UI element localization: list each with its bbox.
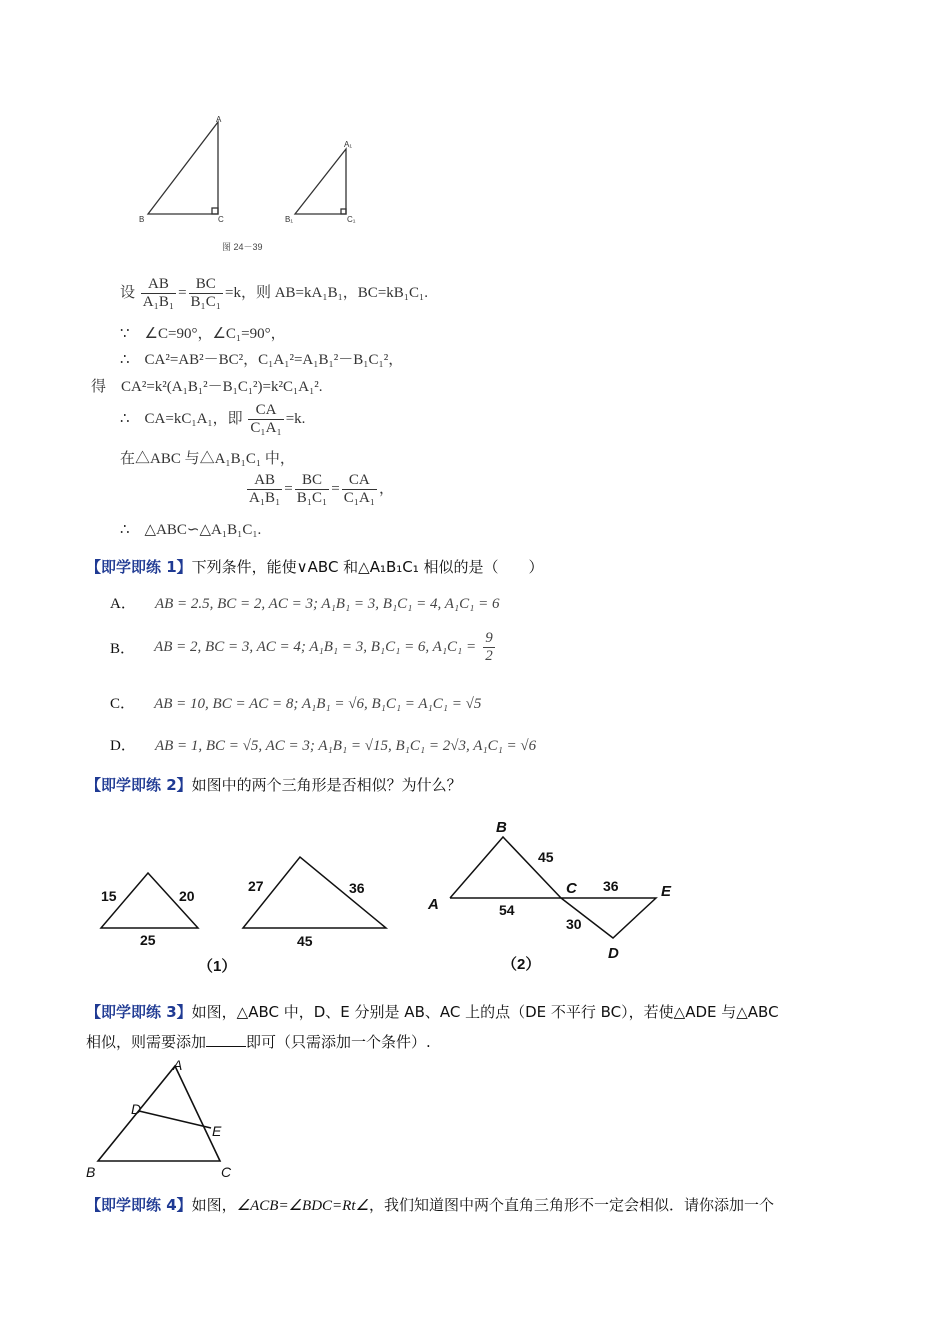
question-2-figure-1: [90, 855, 400, 975]
label-b: B: [139, 215, 145, 224]
fraction: $\frac{AB}{\text{A₁B₁}}$: [142, 276, 175, 310]
question-3-text-1: 如图，△ABC 中，D、E 分别是 AB、AC 上的点（DE 不平行 BC），若使△ADE 与△ABC: [191, 1003, 779, 1021]
answer-blank[interactable]: [206, 1032, 246, 1047]
question-2-text: 如图中的两个三角形是否相似？为什么？: [191, 776, 462, 794]
figure-caption-1: （1）: [198, 958, 237, 975]
proof-line-8: ∴ △ABC∽△A₁B₁C₁.: [120, 522, 262, 538]
question-3-heading: 【即学即练 3】: [86, 1003, 192, 1021]
option-c[interactable]: C． AB = 10, BC = AC = 8; A₁B₁ = √6, B₁C₁ = A₁C₁ = √5: [110, 696, 482, 712]
proof-line-6: 在△ABC 与△A₁B₁C₁ 中，: [120, 451, 295, 467]
fraction: $\frac{BC}{\text{B₁C₁}}$: [190, 276, 221, 310]
label-c1: C₁: [347, 215, 356, 224]
question-4: 【即学即练 4】如图，∠ACB=∠BDC=Rt∠，我们知道图中两个直角三角形不一定会相似．请你添加一个: [86, 1196, 774, 1214]
point-a: A: [173, 1057, 183, 1073]
question-3-line-2: 相似，则需要添加 即可（只需添加一个条件）.: [86, 1033, 431, 1051]
fraction: $\frac{AB}{\text{A₁B₁}}$: [249, 472, 281, 506]
side-ce-36: 36: [603, 878, 619, 894]
side-cd-30: 30: [566, 916, 582, 932]
question-1-heading: 【即学即练 1】: [86, 558, 192, 576]
label-b1: B₁: [285, 215, 294, 224]
question-1: [86, 556, 544, 577]
label-c: C: [218, 215, 224, 224]
point-d: D: [608, 945, 619, 962]
side-45: 45: [297, 933, 313, 949]
fraction: $\frac{BC}{\text{B₁C₁}}$: [296, 472, 328, 506]
side-36: 36: [349, 880, 365, 896]
point-b: B: [86, 1164, 96, 1180]
proof-line-3: ∴ CA²=AB²－BC²，C₁A₁²=A₁B₁²－B₁C₁²，: [120, 352, 404, 368]
question-4-heading: 【即学即练 4】: [86, 1196, 192, 1214]
side-bc-45: 45: [538, 849, 554, 865]
question-1-text: 下列条件，能使∨ABC 和△A₁B₁C₁ 相似的是（ ）: [191, 558, 544, 576]
question-2-heading: 【即学即练 2】: [86, 776, 192, 794]
figure-caption: 图 24－39: [222, 242, 263, 252]
fraction: $\frac{CA}{\text{C₁A₁}}$: [250, 402, 282, 436]
proof-line-4: 得 CA²=k²(A₁B₁²－B₁C₁²)=k²C₁A₁².: [91, 379, 323, 395]
side-ac-54: 54: [499, 902, 515, 918]
label-a1: A₁: [344, 140, 353, 149]
proof-line-5: ∴ CA=kC₁A₁，即 $\frac{CA}{\text{C₁A₁}}$ =k.: [120, 402, 306, 436]
point-c: C: [221, 1164, 232, 1180]
point-d: D: [131, 1101, 142, 1117]
side-15: 15: [101, 888, 117, 904]
figure-24-39: [130, 110, 370, 260]
proof-line-1: 设 $\frac{AB}{\text{A₁B₁}}$ = $\frac{BC}{\text{B₁C₁}}$ =k，则 AB=kA₁B₁，BC=kB₁C₁.: [120, 276, 428, 310]
fraction: $\frac{CA}{\text{C₁A₁}}$: [343, 472, 375, 506]
label-a: A: [216, 115, 222, 124]
point-b: B: [496, 819, 507, 836]
question-3-figure: [84, 1056, 244, 1181]
fraction: $\frac{9}{2}$: [485, 630, 493, 664]
point-e: E: [661, 883, 672, 900]
question-2: [86, 774, 462, 795]
option-d[interactable]: D． AB = 1, BC = √5, AC = 3; A₁B₁ = √15, B₁C₁ = 2√3, A₁C₁ = √6: [110, 738, 537, 754]
figure-caption-2: （2）: [502, 956, 541, 972]
point-c: C: [566, 880, 577, 897]
question-2-figure-2: [420, 812, 700, 972]
triangle-abc: [148, 122, 218, 214]
proof-line-7: $\frac{AB}{\text{A₁B₁}}$ = $\frac{BC}{\text{B₁C₁}}$ = $\frac{CA}{\text{C₁A₁}}$ ，: [249, 472, 395, 506]
side-20: 20: [179, 888, 195, 904]
question-3: [86, 1001, 779, 1022]
point-e: E: [212, 1123, 222, 1139]
option-a[interactable]: A． AB = 2.5, BC = 2, AC = 3; A₁B₁ = 3, B₁C₁ = 4, A₁C₁ = 6: [110, 596, 500, 612]
side-27: 27: [248, 878, 264, 894]
proof-line-2: ∵ ∠C=90°，∠C₁=90°，: [120, 326, 286, 342]
option-b[interactable]: B． AB = 2, BC = 3, AC = 4; A₁B₁ = 3, B₁C₁ = 6, A₁C₁ = $\frac{9}{2}$: [110, 630, 493, 664]
triangle-a1b1c1: [295, 149, 346, 214]
point-a: A: [428, 896, 439, 913]
side-25: 25: [140, 932, 156, 948]
